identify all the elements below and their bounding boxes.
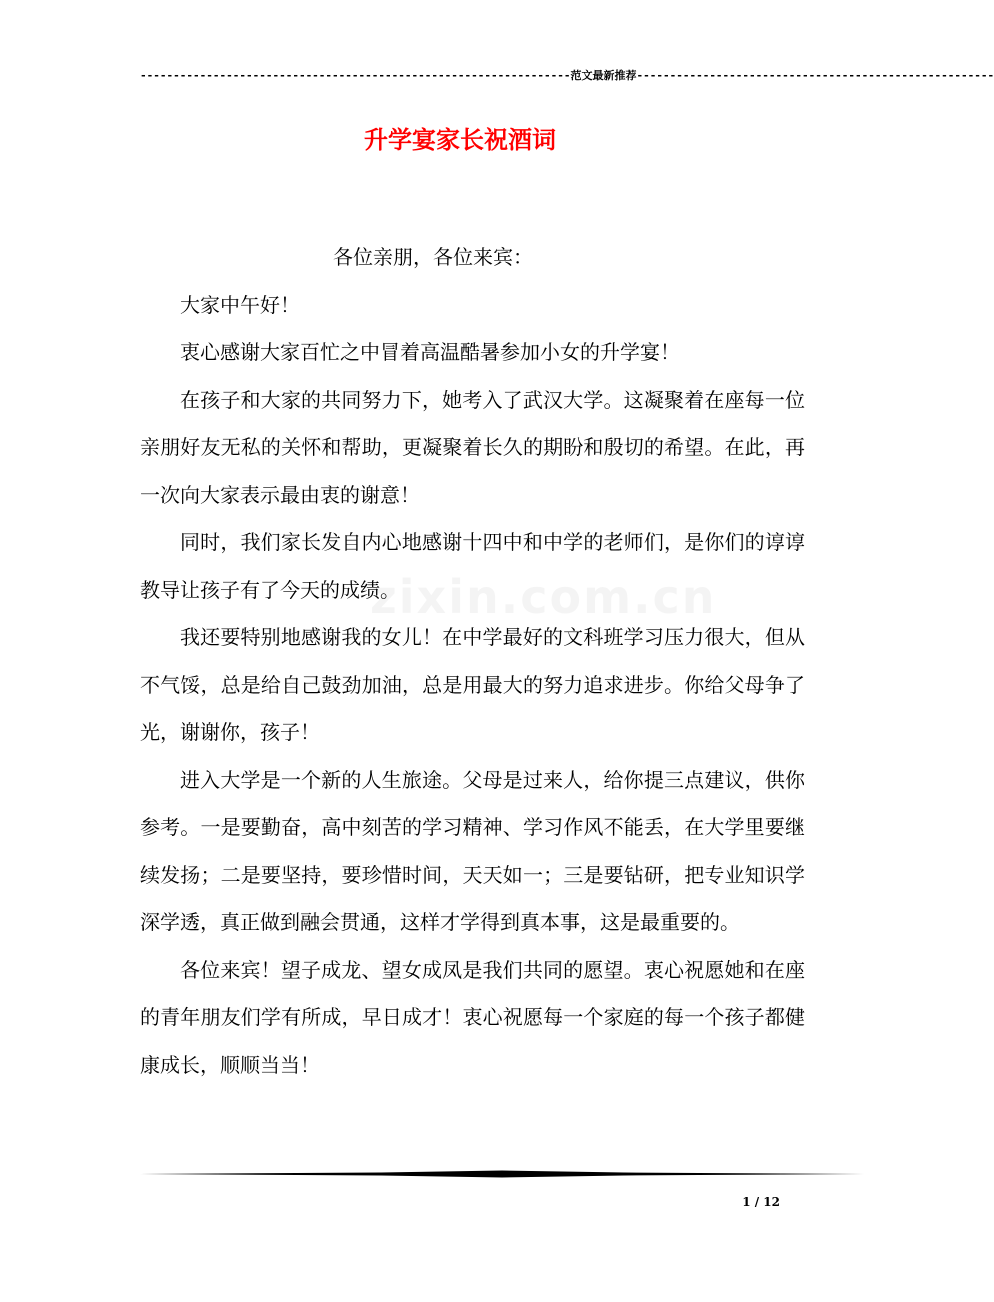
paragraph-university: 在孩子和大家的共同努力下，她考入了武汉大学。这凝聚着在座每一位亲朋好友无私的关怀和帮助，更凝聚着长久的期盼和殷切的希望。在此，再一次向大家表示最由衷的谢意！ bbox=[140, 387, 805, 507]
document-body bbox=[140, 234, 805, 1089]
document-title: 升学宴家长祝酒词 bbox=[364, 125, 556, 154]
paragraph-advice: 进入大学是一个新的人生旅途。父母是过来人，给你提三点建议，供你参考。一是要勤奋，高中刻苦的学习精神、学习作风不能丢，在大学里要继续发扬；二是要坚持，要珍惜时间，天天如一；三是要钻研，把专业知识学深学透，真正做到融会贯通，这样才学得到真本事，这是最重要的。 bbox=[140, 767, 805, 934]
page-number: 1 / 12 bbox=[742, 1195, 780, 1209]
paragraph-daughter: 我还要特别地感谢我的女儿！在中学最好的文科班学习压力很大，但从不气馁，总是给自己鼓劲加油，总是用最大的努力追求进步。你给父母争了光，谢谢你，孩子！ bbox=[140, 625, 805, 744]
paragraph-closing: 各位来宾！望子成龙、望女成凤是我们共同的愿望。衷心祝愿她和在座的青年朋友们学有所成，早日成才！衷心祝愿每一个家庭的每一个孩子都健康成长，顺顺当当！ bbox=[140, 957, 805, 1077]
paragraph-teachers: 同时，我们家长发自内心地感谢十四中和中学的老师们，是你们的谆谆教导让孩子有了今天的成绩。 bbox=[140, 530, 805, 602]
header-banner: -----------------------------------------------------------------范文最新推荐------------------------------------------------------ bbox=[140, 69, 994, 82]
paragraph-greeting: 各位亲朋，各位来宾： bbox=[333, 245, 533, 269]
paragraph-hello: 大家中午好！ bbox=[180, 292, 300, 317]
paragraph-thanks: 衷心感谢大家百忙之中冒着高温酷暑参加小女的升学宴！ bbox=[180, 340, 680, 364]
footer-divider bbox=[140, 1170, 864, 1178]
